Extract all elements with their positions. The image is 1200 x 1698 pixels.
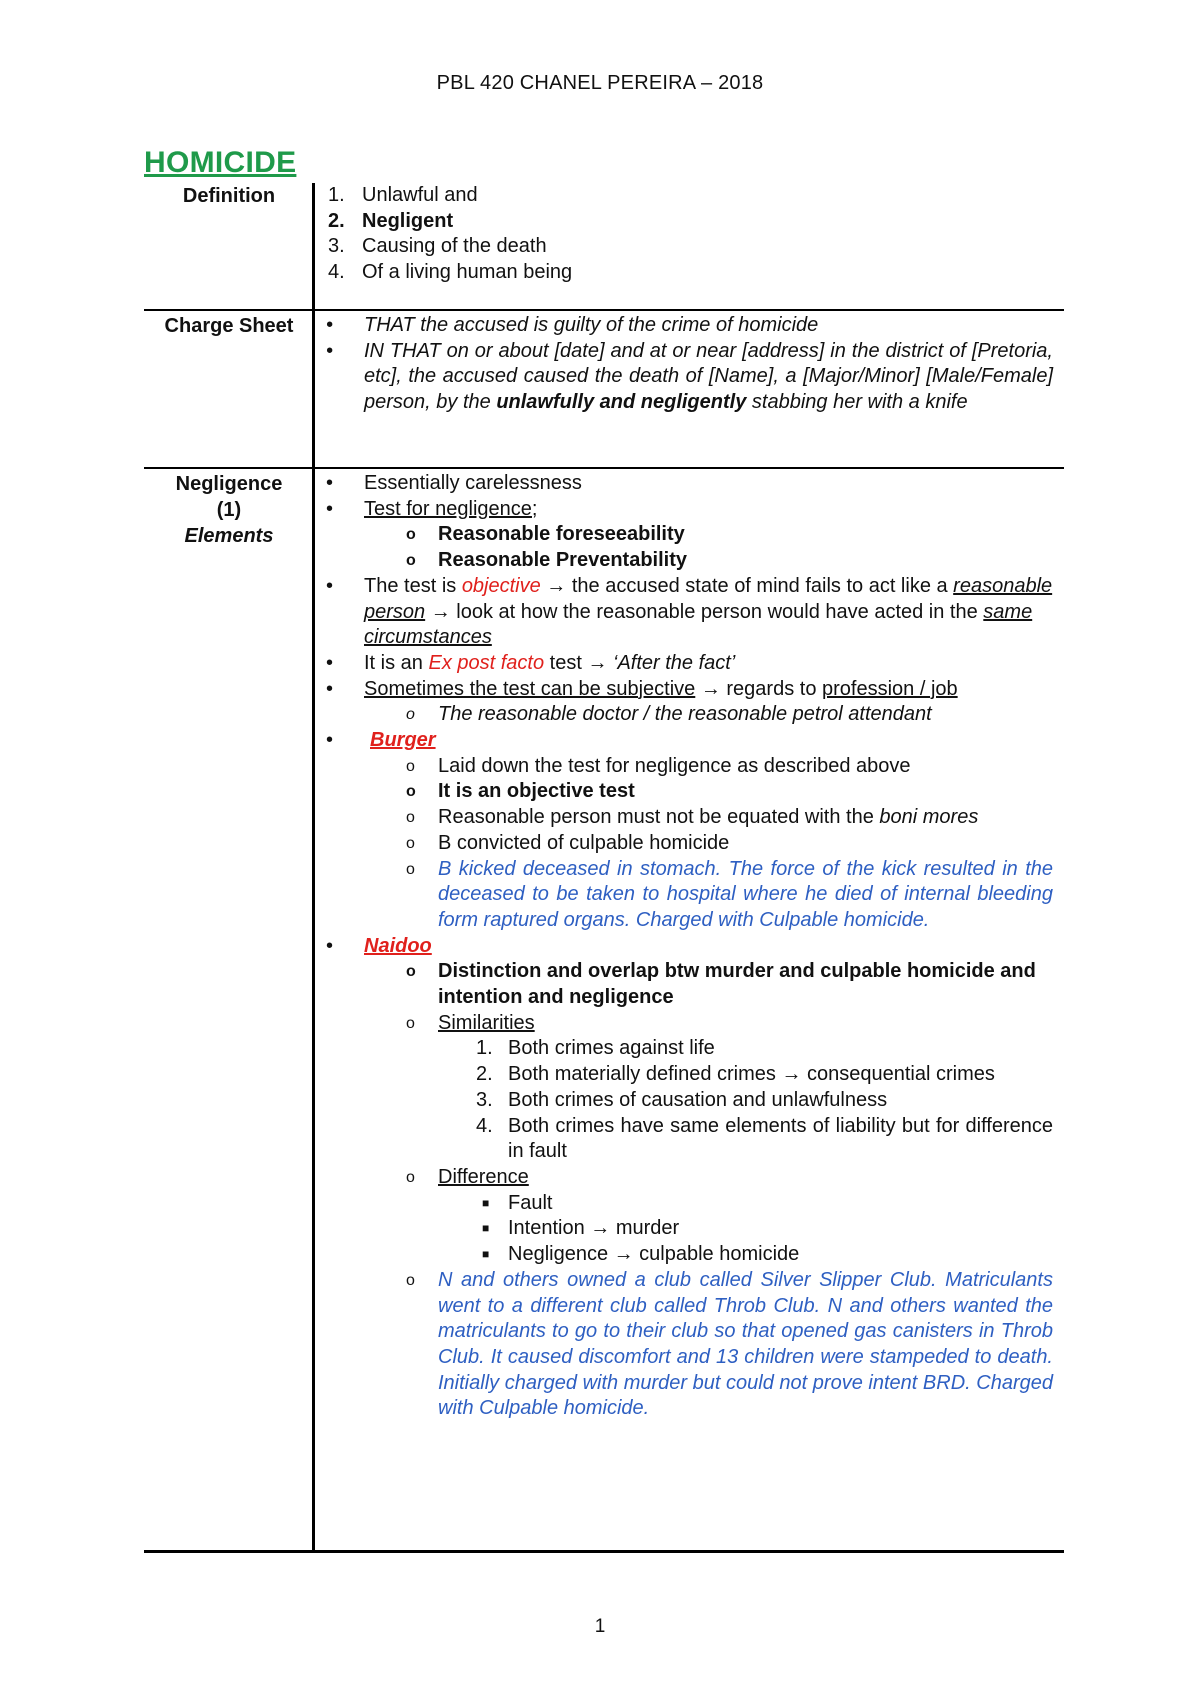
list-item: 4. Of a living human being <box>328 261 573 284</box>
list-item: o Reasonable foreseeability <box>320 522 1053 548</box>
list-item: o The reasonable doctor / the reasonable petrol attendant <box>320 702 1053 728</box>
list-item: 1. Unlawful and <box>328 184 478 206</box>
circle-bullet-icon: o <box>406 1271 415 1289</box>
list-item: 2. Both materially defined crimes → consequential crimes <box>476 1063 995 1086</box>
bullet-icon: • <box>326 934 334 957</box>
definition-list <box>320 183 1053 286</box>
list-item: • Sometimes the test can be subjective → regards to profession / job <box>320 677 1053 703</box>
negligence-label: Negligence (1) Elements <box>175 473 283 547</box>
circle-bullet-icon: o <box>406 809 415 827</box>
list-item: 3. Both crimes of causation and unlawfulness <box>476 1088 888 1111</box>
bullet-icon: • <box>326 472 334 494</box>
circle-bullet-icon: o <box>406 706 415 724</box>
square-bullet-icon: ■ <box>482 1247 490 1262</box>
circle-bullet-icon: o <box>406 783 416 801</box>
bullet-icon: • <box>326 314 334 336</box>
list-item: • It is an Ex post facto test → ‘After the fact’ <box>320 651 1053 677</box>
circle-bullet-icon: o <box>406 1014 415 1032</box>
page-number: 1 <box>594 1616 606 1637</box>
case-naidoo: • Naidoo <box>320 934 1053 960</box>
circle-bullet-icon: o <box>406 757 415 775</box>
case-burger: • Burger <box>320 728 1053 754</box>
bullet-icon: • <box>326 729 334 752</box>
circle-bullet-icon: o <box>406 963 416 981</box>
list-item: o Similarities <box>320 1011 1053 1037</box>
list-item: ■ Fault <box>320 1191 1053 1217</box>
page-header: PBL 420 CHANEL PEREIRA – 2018 <box>436 72 764 94</box>
list-item: o N and others owned a club called Silver Slipper Club. Matriculants went to a different club called Throb Club. N and others wanted the matriculants to go to their club so that opened gas canisters in Throb Club. It caused discomfort and 13 children were stampeded to death. Initially charged with murder but could not prove intent BRD. Charged with Culpable homicide. <box>320 1268 1053 1422</box>
list-item: • The test is objective → the accused state of mind fails to act like a reasonable person → look at how the reasonable person would have acted in the same circumstances <box>320 574 1053 651</box>
table-bottom-border <box>144 1550 1064 1553</box>
bullet-icon: • <box>326 677 334 700</box>
charge-sheet-label: Charge Sheet <box>164 315 294 337</box>
list-item: ■ Intention → murder <box>320 1216 1053 1242</box>
list-item: o Laid down the test for negligence as described above <box>320 754 1053 780</box>
row-divider <box>144 467 1064 469</box>
charge-sheet-content <box>320 313 1053 416</box>
list-item: • Test for negligence; <box>320 497 1053 523</box>
list-item: ■ Negligence → culpable homicide <box>320 1242 1053 1268</box>
square-bullet-icon: ■ <box>482 1195 490 1210</box>
list-item: o Distinction and overlap btw murder and culpable homicide and intention and negligence <box>320 959 1053 1010</box>
square-bullet-icon: ■ <box>482 1221 490 1236</box>
list-item: o Reasonable person must not be equated with the boni mores <box>320 805 1053 831</box>
bullet-icon: • <box>326 497 334 520</box>
circle-bullet-icon: o <box>406 860 415 878</box>
list-item: o B convicted of culpable homicide <box>320 831 1053 857</box>
circle-bullet-icon: o <box>406 526 416 544</box>
list-item: • THAT the accused is guilty of the crime of homicide <box>320 313 1053 339</box>
list-item: o B kicked deceased in stomach. The force of the kick resulted in the deceased to be taken to hospital where he died of internal bleeding form raptured organs. Charged with Culpable homicide. <box>320 857 1053 934</box>
list-item: 4. Both crimes have same elements of liability but for difference in fault <box>476 1114 1053 1163</box>
circle-bullet-icon: o <box>406 552 416 570</box>
list-item: o Reasonable Preventability <box>320 548 1053 574</box>
circle-bullet-icon: o <box>406 1168 415 1186</box>
list-item: 3. Causing of the death <box>328 235 547 258</box>
page-title: HOMICIDE <box>144 146 297 179</box>
list-item: 1. Both crimes against life <box>476 1037 715 1060</box>
list-item: o It is an objective test <box>320 779 1053 805</box>
bullet-icon: • <box>326 651 334 674</box>
bullet-icon: • <box>326 574 334 597</box>
definition-label: Definition <box>182 185 276 207</box>
list-item: o Difference <box>320 1165 1053 1191</box>
circle-bullet-icon: o <box>406 834 415 852</box>
table-column-divider <box>312 183 315 1552</box>
list-item: 2. Negligent <box>328 209 454 232</box>
list-item: • Essentially carelessness <box>320 471 1053 497</box>
list-item: • IN THAT on or about [date] and at or near [address] in the district of [Pretoria, etc], the accused caused the death of [Name], a [Major/Minor] [Male/Female] person, by the unlawfully and negligently stabbing her with a knife <box>320 339 1053 416</box>
row-divider <box>144 309 1064 311</box>
negligence-content <box>320 471 1053 1422</box>
bullet-icon: • <box>326 339 334 362</box>
